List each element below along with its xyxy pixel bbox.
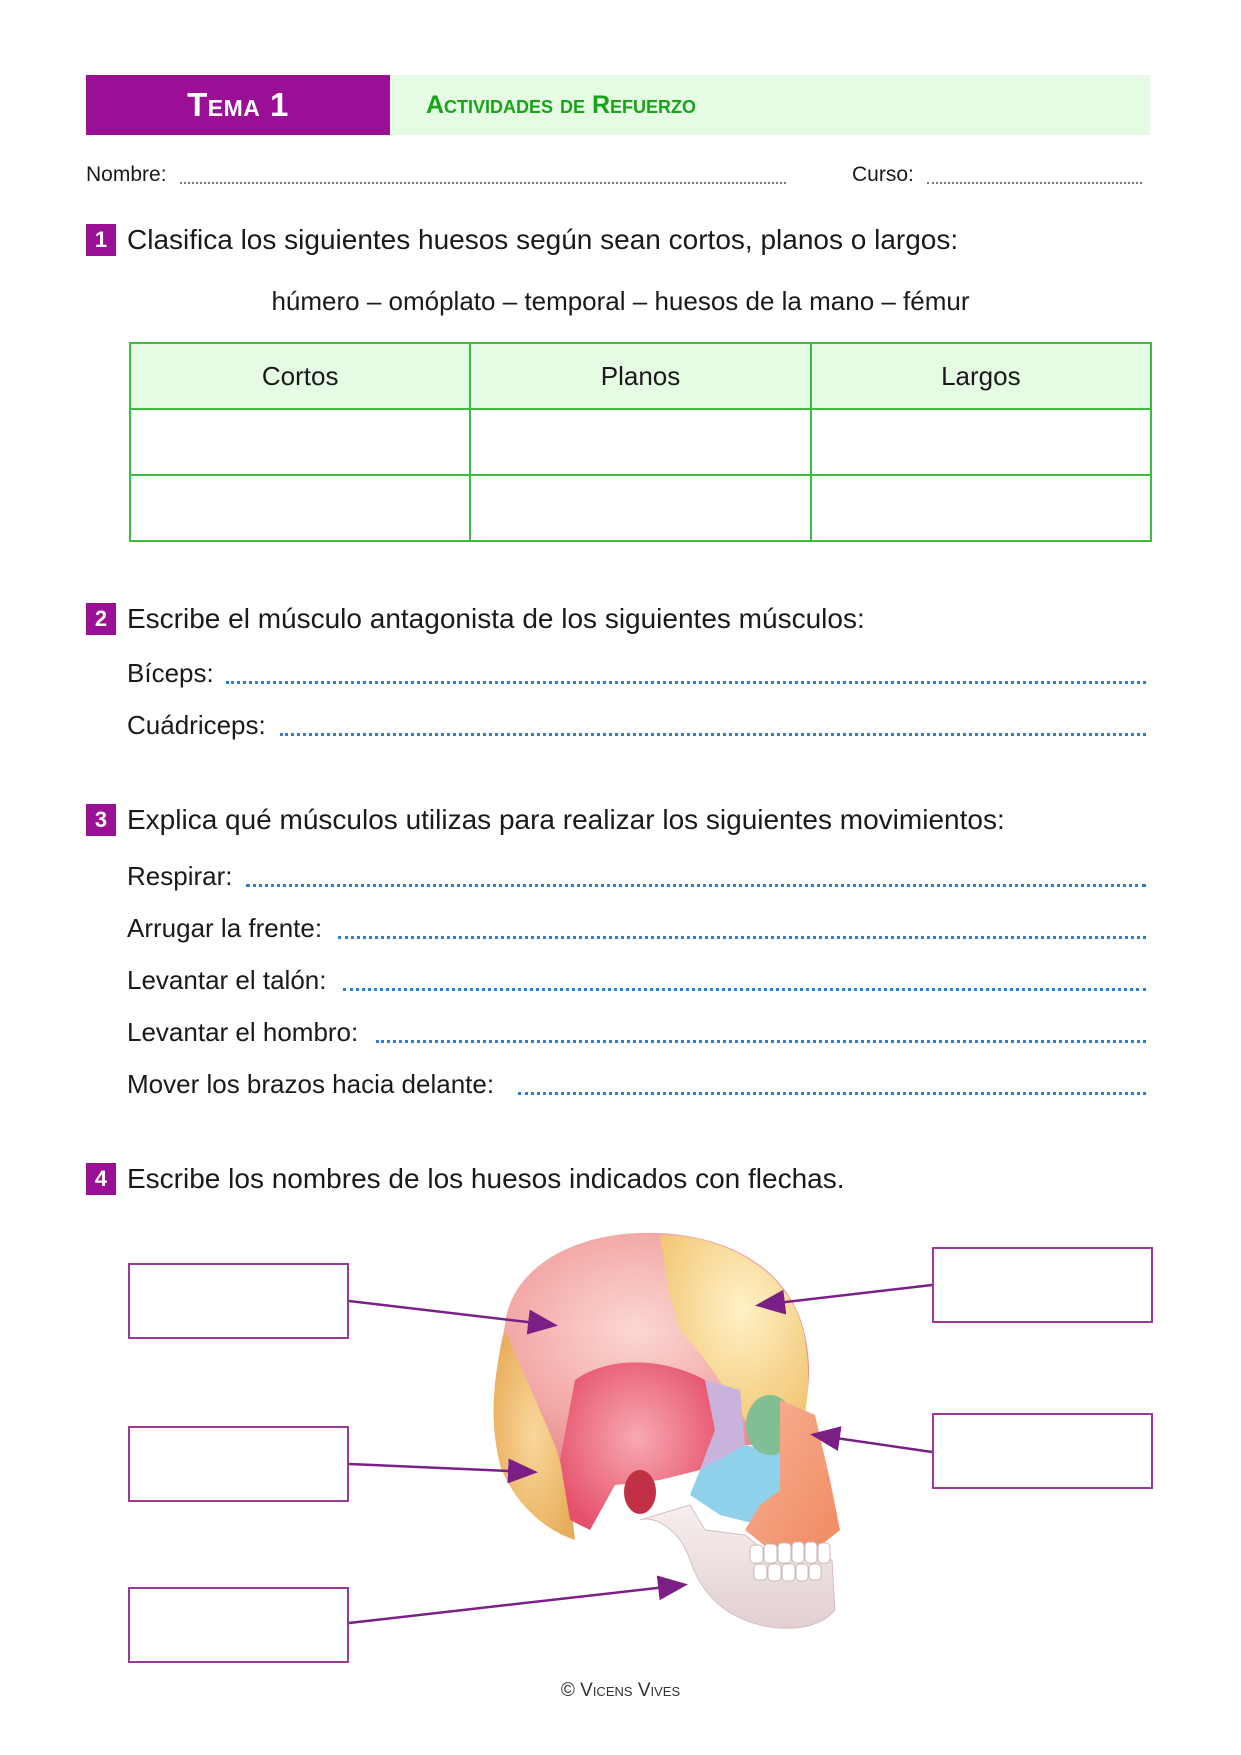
levantar-hombro-answer-line[interactable] [376,1040,1146,1043]
cuadriceps-answer-line[interactable] [280,733,1146,736]
curso-field[interactable] [927,182,1142,184]
table-row [130,475,1151,541]
cuadriceps-label: Cuádriceps: [127,710,266,740]
answer-cell[interactable] [470,475,810,541]
activities-title: Actividades de Refuerzo [390,75,1150,135]
ear-canal [624,1470,656,1514]
levantar-hombro-label: Levantar el hombro: [127,1017,359,1047]
answer-cell[interactable] [811,409,1151,475]
mover-brazos-label: Mover los brazos hacia delante: [127,1069,495,1099]
mover-brazos-answer-line[interactable] [518,1092,1146,1095]
respirar-answer-line[interactable] [246,884,1146,887]
question-1-number: 1 [86,224,116,256]
publisher-name: Vicens Vives [580,1680,681,1701]
bones-table [129,342,1152,542]
footer-copyright [0,1680,1241,1702]
column-cortos: Cortos [130,343,470,409]
question-1-text: Clasifica los siguientes huesos según sean cortos, planos o largos: [127,224,959,255]
nombre-field[interactable] [180,182,786,184]
copyright-symbol: © [560,1680,575,1701]
skull-illustration [0,1230,1241,1660]
answer-cell[interactable] [130,409,470,475]
levantar-talon-label: Levantar el talón: [127,965,327,995]
question-2-text: Escribe el músculo antagonista de los siguientes músculos: [127,603,865,634]
question-4-text: Escribe los nombres de los huesos indicados con flechas. [127,1163,845,1194]
tema-title: Tema 1 [86,75,390,135]
question-2-number: 2 [86,603,116,635]
arrugar-frente-label: Arrugar la frente: [127,913,323,943]
answer-cell[interactable] [470,409,810,475]
arrow-5 [815,1435,932,1452]
biceps-label: Bíceps: [127,658,214,688]
question-3-number: 3 [86,804,116,836]
column-largos: Largos [811,343,1151,409]
question-3-text: Explica qué músculos utilizas para realizar los siguientes movimientos: [127,804,1005,835]
answer-cell[interactable] [130,475,470,541]
arrow-3 [349,1585,683,1623]
bone-word-list: húmero – omóplato – temporal – huesos de la mano – fémur [271,286,970,316]
nombre-label: Nombre: [86,163,167,186]
levantar-talon-answer-line[interactable] [343,988,1146,991]
respirar-label: Respirar: [127,861,233,891]
biceps-answer-line[interactable] [226,681,1146,684]
answer-cell[interactable] [811,475,1151,541]
curso-label: Curso: [852,163,914,186]
question-4-number: 4 [86,1163,116,1195]
arrugar-frente-answer-line[interactable] [338,936,1146,939]
table-row [130,409,1151,475]
column-planos: Planos [470,343,810,409]
